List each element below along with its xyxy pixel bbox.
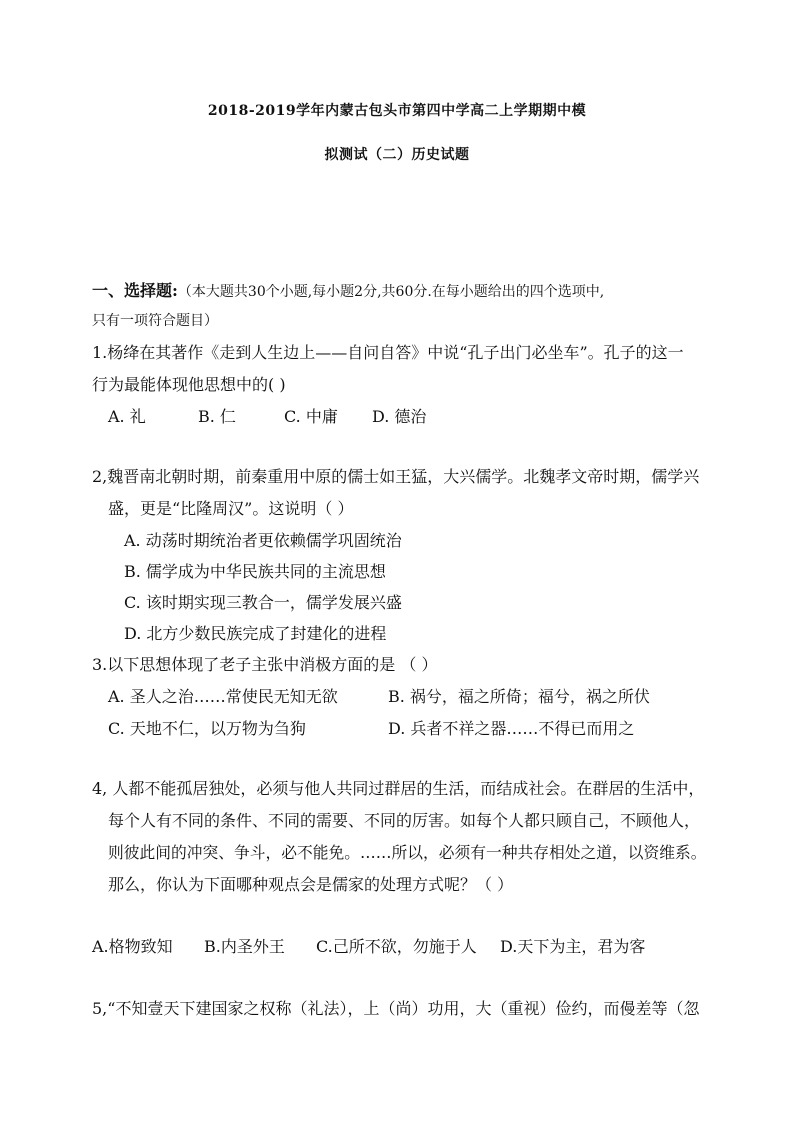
- q3-option-c: C. 天地不仁，以万物为刍狗: [108, 719, 306, 738]
- q4-option-b: B.内圣外王: [204, 937, 285, 956]
- q2-option-d: D. 北方少数民族完成了封建化的进程: [124, 624, 387, 643]
- q2-line-1: 2,魏晋南北朝时期，前秦重用中原的儒士如王猛，大兴儒学。北魏孝文帝时期，儒学兴: [92, 467, 700, 486]
- q4-line-2: 每个人有不同的条件、不同的需要、不同的厉害。如每个人都只顾自己，不顾他人，: [108, 811, 701, 830]
- q3-option-d: D. 兵者不祥之器……不得已而用之: [388, 719, 635, 738]
- q1-option-a: A. 礼: [108, 407, 146, 426]
- section-header: [92, 278, 604, 301]
- q3-option-a: A. 圣人之治……常使民无知无欲: [108, 687, 338, 706]
- q1-line-2: 行为最能体现他思想中的( ): [92, 375, 286, 394]
- q3-option-b: B. 祸兮，福之所倚；福兮，祸之所伏: [388, 687, 650, 706]
- q4-option-c: C.己所不欲，勿施于人: [316, 937, 477, 956]
- q3-line-1: 3.以下思想体现了老子主张中消极方面的是 （ ）: [92, 655, 438, 674]
- q4-option-a: A.格物致知: [92, 937, 173, 956]
- q2-line-2: 盛，更是“比隆周汉”。这说明（ ）: [108, 499, 354, 518]
- q2-option-c: C. 该时期实现三教合一，儒学发展兴盛: [124, 593, 402, 612]
- q4-line-4: 那么，你认为下面哪种观点会是儒家的处理方式呢？（ ）: [108, 875, 514, 894]
- section-instruction-2: 只有一项符合题目）: [92, 313, 218, 329]
- q1-option-b: B. 仁: [198, 407, 236, 426]
- q1-line-1: 1.杨绛在其著作《走到人生边上——自问自答》中说“孔子出门必坐车”。孔子的这一: [92, 343, 684, 362]
- q2-option-a: A. 动荡时期统治者更依赖儒学巩固统治: [124, 531, 402, 550]
- q4-option-d: D.天下为主，君为客: [500, 937, 646, 956]
- q4-line-3: 则彼此间的冲突、争斗，必不能免。……所以，必须有一种共存相处之道，以资维系。: [108, 843, 707, 862]
- q5-line-1: 5,“不知壹天下建国家之权称（礼法），上（尚）功用，大（重视）俭约，而僈差等（忽: [92, 999, 700, 1018]
- section-heading: 一、选择题:: [92, 281, 178, 300]
- q4-line-1: 4, 人都不能孤居独处，必须与他人共同过群居的生活，而结成社会。在群居的生活中，: [92, 779, 705, 798]
- q2-option-b: B. 儒学成为中华民族共同的主流思想: [124, 562, 386, 581]
- section-instruction-1: （本大题共30个小题,每小题2分,共60分.在每小题给出的四个选项中,: [177, 284, 605, 300]
- q1-option-c: C. 中庸: [284, 407, 338, 426]
- exam-title-line-1: 2018-2019学年内蒙古包头市第四中学高二上学期期中模: [207, 103, 587, 119]
- q1-option-d: D. 德治: [372, 407, 427, 426]
- exam-title-line-2: 拟测试（二）历史试题: [324, 147, 470, 163]
